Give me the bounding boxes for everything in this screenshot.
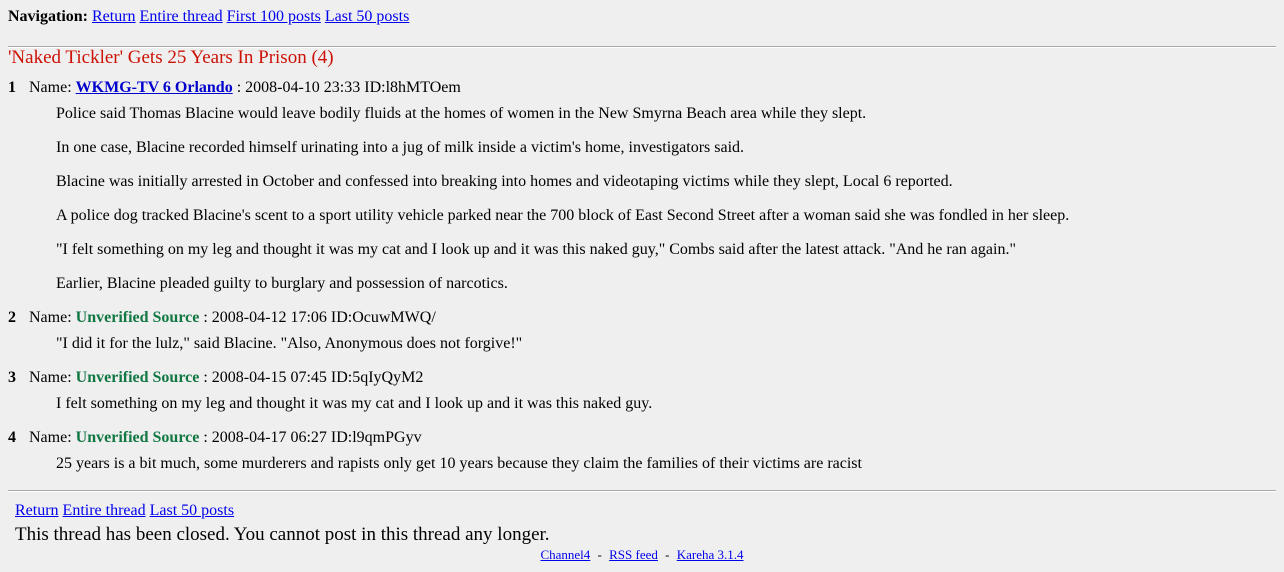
post-paragraph: In one case, Blacine recorded himself urinating into a jug of milk inside a victim's home, investigators said.: [56, 139, 745, 156]
poster-name-link[interactable]: WKMG-TV 6 Orlando: [75, 79, 233, 96]
name-label: Name:: [29, 429, 72, 446]
post-paragraph: Earlier, Blacine pleaded guilty to burglary and possession of narcotics.: [56, 275, 508, 292]
post-paragraph: Blacine was initially arrested in October and confessed into breaking into homes and videotaping victims while they slept, Local 6 reported.: [56, 173, 953, 190]
bottom-divider: [8, 490, 1276, 492]
entire-thread-link[interactable]: Entire thread: [62, 502, 146, 519]
channel4-link[interactable]: Channel4: [540, 547, 591, 562]
last-50-posts-link[interactable]: Last 50 posts: [149, 502, 235, 519]
name-label: Name:: [29, 309, 72, 326]
return-link[interactable]: Return: [92, 8, 136, 25]
poster-name: Unverified Source: [75, 369, 200, 386]
navigation-label: Navigation:: [8, 8, 88, 25]
post-paragraph: "I felt something on my leg and thought it was my cat and I look up and it was this naked guy," Combs said after the latest attack. "And he ran again.": [56, 241, 1016, 258]
post-paragraph: "I did it for the lulz," said Blacine. "Also, Anonymous does not forgive!": [56, 335, 523, 352]
poster-name: Unverified Source: [75, 309, 200, 326]
footer-separator: -: [665, 547, 670, 562]
post-meta: : 2008-04-15 07:45 ID:5qIyQyM2: [199, 369, 424, 386]
post-number[interactable]: 2: [8, 309, 16, 326]
footer-separator: -: [597, 547, 602, 562]
post-number[interactable]: 4: [8, 429, 16, 446]
entire-thread-link[interactable]: Entire thread: [139, 8, 223, 25]
poster-name: Unverified Source: [75, 429, 200, 446]
post-paragraph: A police dog tracked Blacine's scent to a sport utility vehicle parked near the 700 block of East Second Street after a woman said she was fondled in her sleep.: [56, 207, 1070, 224]
thread-closed-message: This thread has been closed. You cannot post in this thread any longer.: [15, 524, 550, 545]
post-header: [8, 428, 422, 448]
rss-feed-link[interactable]: RSS feed: [609, 547, 658, 562]
post-paragraph: Police said Thomas Blacine would leave bodily fluids at the homes of women in the New Smyrna Beach area while they slept.: [56, 105, 867, 122]
post-meta: : 2008-04-10 23:33 ID:l8hMTOem: [232, 79, 461, 96]
footer: [0, 547, 1284, 563]
post-header: [8, 368, 423, 388]
bottom-navigation: [15, 501, 234, 521]
post-number[interactable]: 1: [8, 79, 16, 96]
last-50-posts-link[interactable]: Last 50 posts: [324, 8, 410, 25]
post-number[interactable]: 3: [8, 369, 16, 386]
post-paragraph: I felt something on my leg and thought it was my cat and I look up and it was this naked guy.: [56, 395, 653, 412]
post-paragraph: 25 years is a bit much, some murderers and rapists only get 10 years because they claim the families of their victims are racist: [56, 455, 862, 472]
post-meta: : 2008-04-17 06:27 ID:l9qmPGyv: [199, 429, 422, 446]
post-header: [8, 78, 461, 98]
post-header: [8, 308, 436, 328]
post-meta: : 2008-04-12 17:06 ID:OcuwMWQ/: [199, 309, 436, 326]
top-navigation: [8, 7, 409, 27]
name-label: Name:: [29, 369, 72, 386]
kareha-link[interactable]: Kareha 3.1.4: [676, 547, 744, 562]
thread-title: 'Naked Tickler' Gets 25 Years In Prison (4): [8, 47, 334, 68]
first-100-posts-link[interactable]: First 100 posts: [226, 8, 321, 25]
name-label: Name:: [29, 79, 72, 96]
return-link[interactable]: Return: [15, 502, 59, 519]
